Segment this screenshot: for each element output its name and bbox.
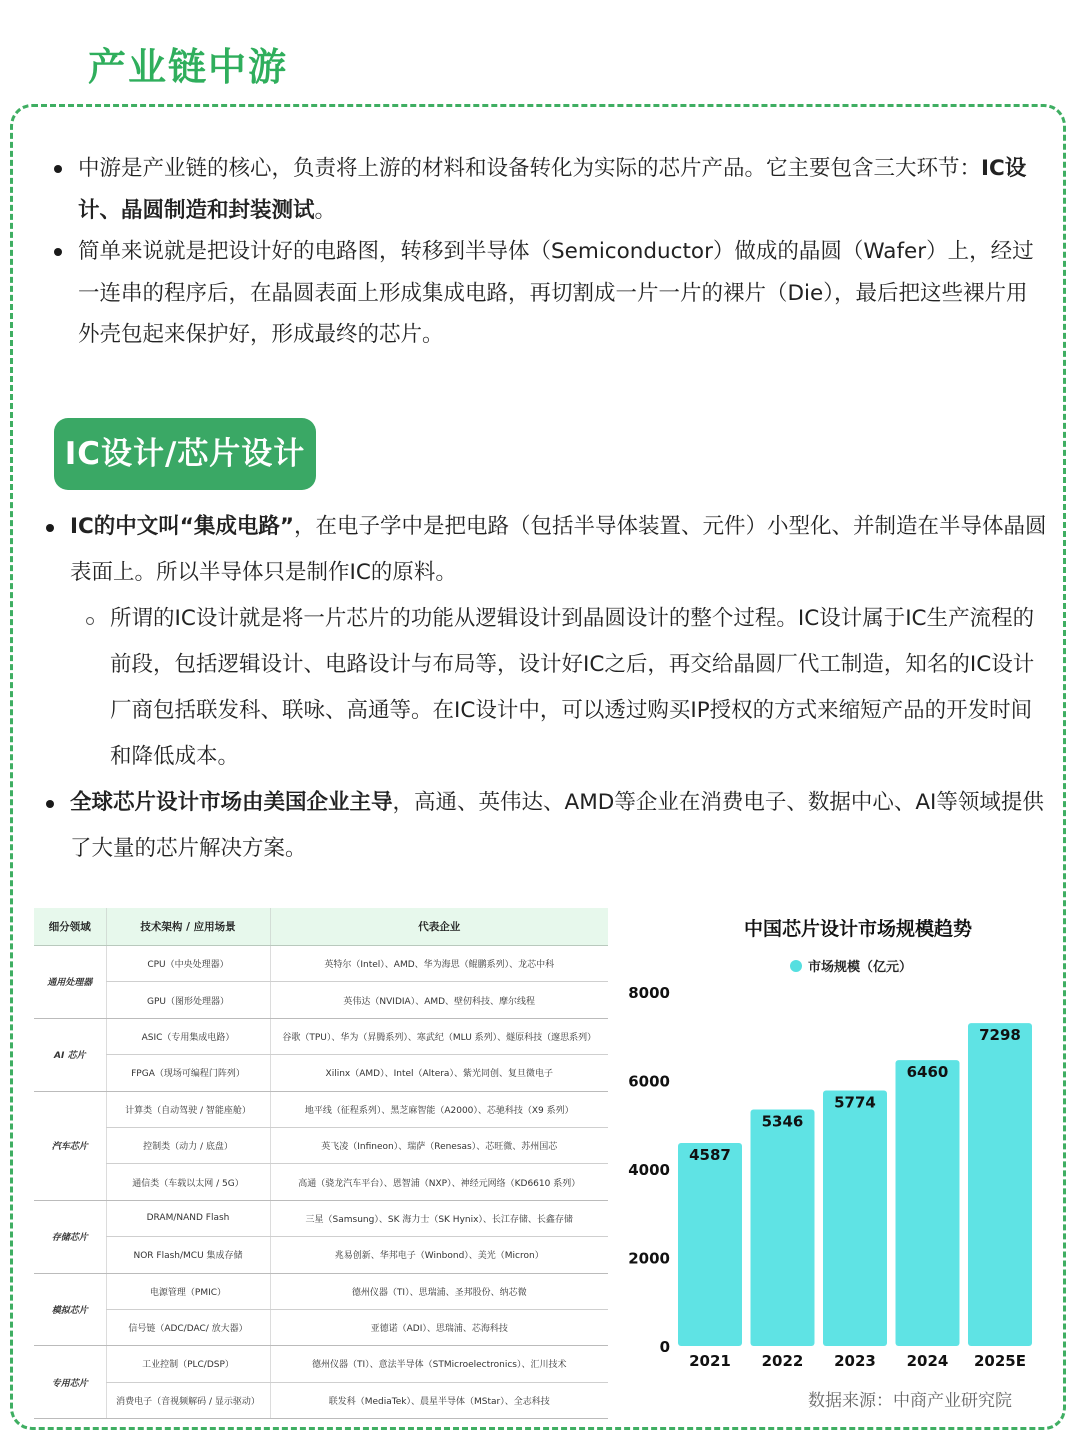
legend-label: 市场规模（亿元） xyxy=(808,960,913,975)
table-header: 细分领域 xyxy=(34,908,106,946)
ic-bullet-1-text: ，在电子学中是把电路（包括半导体装置、元件）小型化、并制造在半导体晶圆表面上。所以半导体只是制作IC的原料。 xyxy=(70,514,1047,585)
intro-end-1: 。 xyxy=(314,197,337,223)
table-company-cell: Xilinx（AMD）、Intel（Altera）、紫光同创、复旦微电子 xyxy=(270,1055,608,1091)
intro-text-2: 简单来说就是把设计好的电路图，转移到半导体（Semiconductor）做成的晶圆（Wafer）上，经过一连串的程序后，在晶圆表面上形成集成电路，再切割成一片一片的裸片（Die），最后把这些裸片用外壳包起来保护好，形成最终的芯片。 xyxy=(78,239,1034,347)
intro-bullet-1 xyxy=(52,148,1042,231)
table-category-cell: 专用芯片 xyxy=(34,1346,106,1419)
chart-legend xyxy=(790,956,912,975)
ic-sub-text: 所谓的IC设计就是将一片芯片的功能从逻辑设计到晶圆设计的整个过程。IC设计属于IC生产流程的前段，包括逻辑设计、电路设计与布局等，设计好IC之后，再交给晶圆厂代工制造，知名的IC设计厂商包括联发科、联咏、高通等。在IC设计中，可以透过购买IP授权的方式来缩短产品的开发时间和降低成本。 xyxy=(110,606,1035,769)
bar xyxy=(751,1109,815,1346)
table-scenario-cell: ASIC（专用集成电路） xyxy=(106,1018,270,1054)
intro-list xyxy=(52,148,1042,356)
table-category-cell: AI 芯片 xyxy=(34,1018,106,1091)
segment-table xyxy=(34,908,608,1419)
chip-design-table xyxy=(34,908,608,1419)
table-scenario-cell: NOR Flash/MCU 集成存储 xyxy=(106,1237,270,1273)
bar xyxy=(678,1143,742,1346)
intro-text-1: 中游是产业链的核心，负责将上游的材料和设备转化为实际的芯片产品。它主要包含三大环节： xyxy=(78,156,982,181)
x-tick-label: 2022 xyxy=(761,1352,804,1370)
y-tick-label: 4000 xyxy=(628,1161,670,1179)
bar-value-label: 6460 xyxy=(906,1063,949,1082)
table-row xyxy=(34,1127,608,1163)
table-scenario-cell: CPU（中央处理器） xyxy=(106,946,270,982)
bar xyxy=(968,1023,1032,1346)
ic-bullet-1 xyxy=(44,504,1050,596)
bar xyxy=(896,1060,960,1346)
bar xyxy=(823,1091,887,1346)
bar-value-label: 5346 xyxy=(761,1112,804,1131)
table-row xyxy=(34,1346,608,1382)
table-row xyxy=(34,982,608,1018)
ic-design-list xyxy=(44,504,1050,872)
bar-value-label: 4587 xyxy=(689,1146,731,1165)
table-row xyxy=(34,946,608,982)
table-company-cell: 高通（骁龙汽车平台）、恩智浦（NXP）、神经元网络（KD6610 系列） xyxy=(270,1164,608,1200)
table-scenario-cell: 电源管理（PMIC） xyxy=(106,1273,270,1309)
ic-bullet-2-text: ，高通、英伟达、AMD等企业在消费电子、数据中心、AI等领域提供了大量的芯片解决方案。 xyxy=(70,790,1044,861)
ic-sub-bullet xyxy=(84,596,1050,780)
table-company-cell: 地平线（征程系列）、黑芝麻智能（A2000）、芯驰科技（X9 系列） xyxy=(270,1091,608,1127)
section-badge: IC设计/芯片设计 xyxy=(54,418,316,490)
ic-bullet-2 xyxy=(44,780,1050,872)
intro-bold-1: IC设计、晶圆制造和封装测试 xyxy=(78,156,1027,223)
table-header-row xyxy=(34,908,608,946)
table-company-cell: 谷歌（TPU）、华为（昇腾系列）、寒武纪（MLU 系列）、燧原科技（邃思系列） xyxy=(270,1018,608,1054)
x-tick-label: 2024 xyxy=(906,1352,949,1370)
table-scenario-cell: 消费电子（音视频解码 / 显示驱动） xyxy=(106,1382,270,1418)
table-company-cell: 英飞凌（Infineon）、瑞萨（Renesas）、芯旺微、苏州国芯 xyxy=(270,1127,608,1163)
table-company-cell: 亚德诺（ADI）、思瑞浦、芯海科技 xyxy=(270,1309,608,1345)
y-tick-label: 0 xyxy=(659,1338,670,1356)
y-tick-label: 8000 xyxy=(628,984,670,1002)
ic-bullet-2-bold: 全球芯片设计市场由美国企业主导 xyxy=(70,790,393,815)
table-company-cell: 英特尔（Intel）、AMD、华为海思（鲲鹏系列）、龙芯中科 xyxy=(270,946,608,982)
table-scenario-cell: FPGA（现场可编程门阵列） xyxy=(106,1055,270,1091)
table-header: 代表企业 xyxy=(270,908,608,946)
table-company-cell: 兆易创新、华邦电子（Winbond）、美光（Micron） xyxy=(270,1237,608,1273)
x-tick-label: 2025E xyxy=(974,1352,1026,1370)
table-category-cell: 通用处理器 xyxy=(34,946,106,1019)
table-row xyxy=(34,1200,608,1236)
table-scenario-cell: 信号链（ADC/DAC/ 放大器） xyxy=(106,1309,270,1345)
bar-value-label: 7298 xyxy=(979,1026,1021,1045)
table-row xyxy=(34,1382,608,1418)
legend-swatch xyxy=(790,960,802,972)
table-company-cell: 德州仪器（TI）、思瑞浦、圣邦股份、纳芯微 xyxy=(270,1273,608,1309)
x-tick-label: 2021 xyxy=(689,1352,731,1370)
table-category-cell: 模拟芯片 xyxy=(34,1273,106,1346)
table-scenario-cell: DRAM/NAND Flash xyxy=(106,1200,270,1236)
table-scenario-cell: 计算类（自动驾驶 / 智能座舱） xyxy=(106,1091,270,1127)
table-row xyxy=(34,1091,608,1127)
table-company-cell: 联发科（MediaTek）、晨星半导体（MStar）、全志科技 xyxy=(270,1382,608,1418)
table-company-cell: 英伟达（NVIDIA）、AMD、壁仞科技、摩尔线程 xyxy=(270,982,608,1018)
table-row xyxy=(34,1309,608,1345)
table-scenario-cell: 通信类（车载以太网 / 5G） xyxy=(106,1164,270,1200)
ic-bullet-1-bold: IC的中文叫“集成电路” xyxy=(70,514,295,539)
table-category-cell: 汽车芯片 xyxy=(34,1091,106,1200)
x-tick-label: 2023 xyxy=(834,1352,876,1370)
table-row xyxy=(34,1237,608,1273)
table-header: 技术架构 / 应用场景 xyxy=(106,908,270,946)
data-source: 数据来源：中商产业研究院 xyxy=(808,1391,1012,1411)
table-row xyxy=(34,1164,608,1200)
table-row xyxy=(34,1055,608,1091)
table-company-cell: 德州仪器（TI）、意法半导体（STMicroelectronics）、汇川技术 xyxy=(270,1346,608,1382)
table-row xyxy=(34,1273,608,1309)
table-category-cell: 存储芯片 xyxy=(34,1200,106,1273)
intro-bullet-2 xyxy=(52,231,1042,356)
y-tick-label: 2000 xyxy=(628,1249,670,1268)
page-title: 产业链中游 xyxy=(88,45,289,89)
chart-title: 中国芯片设计市场规模趋势 xyxy=(743,918,972,940)
table-scenario-cell: 控制类（动力 / 底盘） xyxy=(106,1127,270,1163)
y-tick-label: 6000 xyxy=(628,1072,670,1091)
table-company-cell: 三星（Samsung）、SK 海力士（SK Hynix）、长江存储、长鑫存储 xyxy=(270,1200,608,1236)
table-scenario-cell: 工业控制（PLC/DSP） xyxy=(106,1346,270,1382)
table-scenario-cell: GPU（图形处理器） xyxy=(106,982,270,1018)
market-size-chart xyxy=(620,980,1060,1375)
bar-value-label: 5774 xyxy=(834,1093,876,1112)
table-row xyxy=(34,1018,608,1054)
